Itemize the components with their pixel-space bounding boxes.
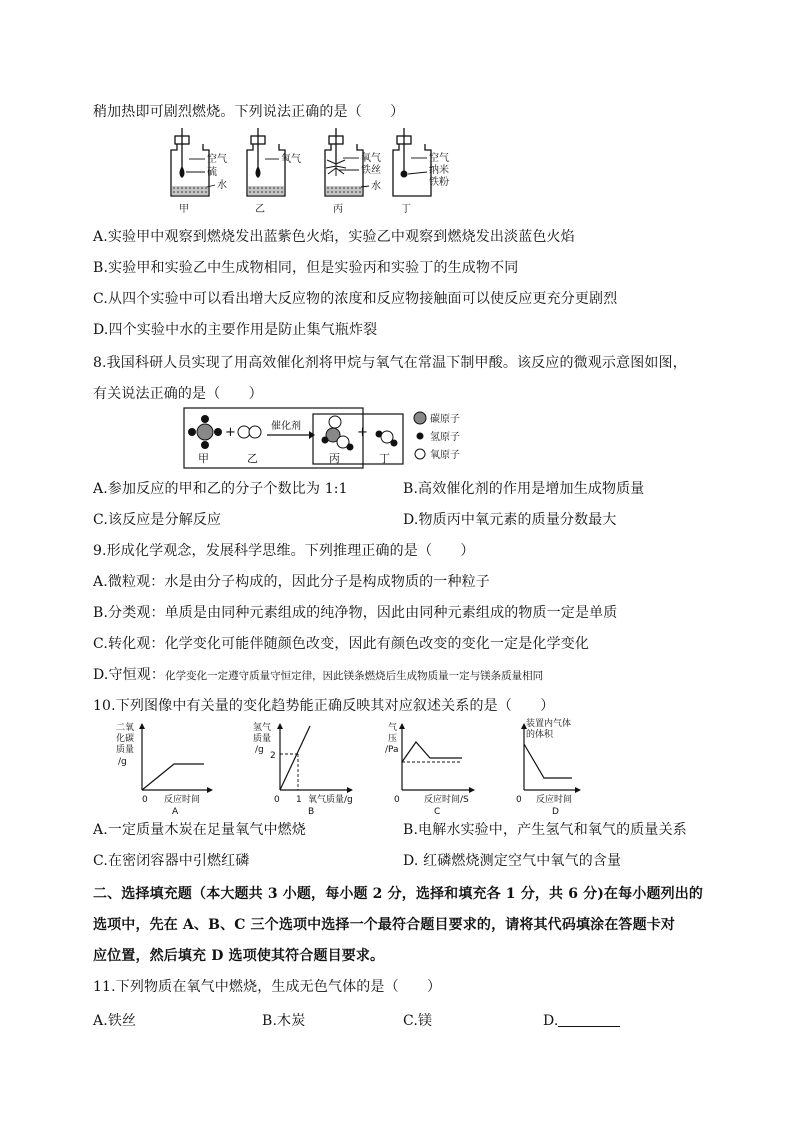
q9-option-d: [93, 666, 543, 685]
q9-option-d-rest: 化学变化一定遵守质量守恒定律，因此镁条燃烧后生成物质量一定与镁条质量相同: [165, 670, 544, 682]
q8-stem-line1: 8.我国科研人员实现了用高效催化剂将甲烷与氧气在常温下制甲酸。该反应的微观示意图如图，: [93, 355, 687, 371]
graph-b-tick-y: 2: [270, 751, 276, 761]
q9-stem: 9.形成化学观念，发展科学思维。下列推理正确的是（ ）: [93, 543, 475, 559]
graph-c-ylabel-1: 气: [388, 723, 398, 733]
graph-a-ylabel-3: 质量: [116, 745, 135, 755]
graph-a-xlabel: 反应时间: [164, 795, 201, 805]
label-ding: 丁: [379, 452, 390, 465]
graph-b-ylabel-3: /g: [255, 745, 264, 755]
q10-graphs-svg: [112, 718, 582, 818]
graph-d-origin: 0: [516, 795, 522, 805]
graph-c-origin: 0: [394, 795, 400, 805]
legend-oxygen: 氧原子: [430, 450, 460, 461]
plus-1: +: [225, 425, 236, 440]
caption-bing: 丙: [333, 204, 343, 214]
q8-option-c: C.该反应是分解反应: [93, 512, 222, 528]
label-water-2: 水: [371, 181, 381, 192]
caption-ding: 丁: [401, 204, 411, 214]
section2-line1: 二、选择填充题（本大题共 3 小题，每小题 2 分，选择和填充各 1 分，共 6 分)在每小题列出的: [93, 886, 704, 902]
q11-option-d: [543, 1012, 620, 1030]
graph-a-ylabel-1: 二氧: [116, 723, 135, 733]
plus-2: +: [357, 425, 368, 440]
graph-b-ylabel-2: 质量: [253, 734, 272, 744]
graph-b-xlabel: 氧气质量/g: [308, 795, 353, 805]
graph-c-xlabel: 反应时间/S: [424, 795, 469, 805]
label-jia: 甲: [198, 452, 209, 465]
q7-stem-tail: 稍加热即可剧烈燃烧。下列说法正确的是（ ）: [93, 104, 405, 120]
q8-option-d: D.物质丙中氧元素的质量分数最大: [403, 512, 617, 528]
q10-graphs: [112, 718, 582, 818]
graph-d-ylabel-2: 的体积: [526, 730, 554, 740]
label-sulfur: 硫: [207, 167, 217, 178]
graph-a-letter: A: [172, 807, 179, 817]
q8-figure: [183, 404, 473, 470]
q9-option-d-prefix: D.守恒观：: [93, 667, 166, 683]
graph-c-letter: C: [434, 807, 441, 817]
label-air-2: 空气: [429, 153, 449, 164]
graph-d-xlabel: 反应时间: [536, 795, 573, 805]
graph-b-letter: B: [308, 807, 315, 817]
q10-stem: 10.下列图像中有关量的变化趋势能正确反映其对应叙述关系的是（ ）: [93, 698, 555, 714]
q8-stem-line2: 有关说法正确的是（ ）: [93, 386, 263, 402]
q7-option-b: B.实验甲和实验乙中生成物相同，但是实验丙和实验丁的生成物不同: [93, 260, 519, 276]
q8-option-b: B.高效催化剂的作用是增加生成物质量: [403, 481, 645, 497]
label-iron-wire: 铁丝: [361, 165, 381, 176]
q7-option-a: A.实验甲中观察到燃烧发出蓝紫色火焰，实验乙中观察到燃烧发出淡蓝色火焰: [93, 229, 575, 245]
q7-option-d: D.四个实验中水的主要作用是防止集气瓶炸裂: [93, 322, 378, 338]
section2-line2: 选项中，先在 A、B、C 三个选项中选择一个最符合题目要求的，请将其代码填涂在答题卡对: [93, 917, 676, 933]
q9-option-c: C.转化观：化学变化可能伴随颜色改变，因此有颜色改变的变化一定是化学变化: [93, 636, 590, 652]
label-oxygen-1: 氧气: [281, 154, 301, 165]
gas-bottles-diagram: [165, 128, 465, 214]
graph-d-ylabel-1: 装置内气体: [526, 719, 572, 729]
q10-option-d: D. 红磷燃烧测定空气中氧气的含量: [403, 853, 622, 869]
q11-option-d-label: D.: [543, 1013, 559, 1029]
q9-option-b: B.分类观：单质是由同种元素组成的纯净物，因此由同种元素组成的物质一定是单质: [93, 605, 618, 621]
label-oxygen-2: 氧气: [361, 153, 381, 164]
q7-figure: [165, 128, 465, 214]
q10-option-c: C.在密闭容器中引燃红磷: [93, 853, 250, 869]
label-catalyst: 催化剂: [271, 421, 301, 432]
label-water-1: 水: [217, 180, 227, 191]
graph-b-ylabel-1: 氢气: [253, 723, 272, 733]
q7-option-c: C.从四个实验中可以看出增大反应物的浓度和反应物接触面可以使反应更充分更剧烈: [93, 291, 618, 307]
graph-a-ylabel-2: 化碳: [116, 734, 135, 744]
reaction-micro-diagram: [183, 404, 473, 470]
q10-option-a: A.一定质量木炭在足量氧气中燃烧: [93, 822, 306, 838]
legend-hydrogen: 氢原子: [430, 432, 460, 443]
caption-jia: 甲: [179, 204, 189, 214]
graph-a-origin: 0: [142, 795, 148, 805]
label-yi: 乙: [247, 452, 258, 465]
section2-line3: 应位置，然后填充 D 选项使其符合题目要求。: [93, 948, 385, 964]
q9-option-a: A.微粒观：水是由分子构成的，因此分子是构成物质的一种粒子: [93, 574, 490, 590]
caption-yi: 乙: [255, 204, 265, 214]
label-bing: 丙: [329, 452, 340, 465]
graph-a-ylabel-4: /g: [118, 757, 127, 767]
graph-c-ylabel-2: 压: [388, 734, 398, 744]
legend-carbon: 碳原子: [430, 414, 460, 425]
q11-option-b: B.木炭: [262, 1013, 306, 1029]
graph-b-tick-x: 1: [296, 795, 302, 805]
label-iron-powder: 铁粉: [429, 177, 449, 188]
label-air-1: 空气: [207, 154, 227, 165]
q11-option-c: C.镁: [403, 1013, 433, 1029]
graph-b-origin: 0: [274, 795, 280, 805]
q11-stem: 11.下列物质在氧气中燃烧，生成无色气体的是（ ）: [93, 979, 442, 995]
graph-d-letter: D: [552, 807, 559, 817]
graph-c-ylabel-3: /Pa: [385, 745, 399, 755]
q11-option-a: A.铁丝: [93, 1013, 137, 1029]
label-nano: 纳米: [429, 165, 449, 176]
q11-option-d-blank[interactable]: [558, 1012, 620, 1027]
q8-option-a: A.参加反应的甲和乙的分子个数比为 1:1: [93, 481, 348, 497]
q10-option-b: B.电解水实验中，产生氢气和氧气的质量关系: [403, 822, 687, 838]
